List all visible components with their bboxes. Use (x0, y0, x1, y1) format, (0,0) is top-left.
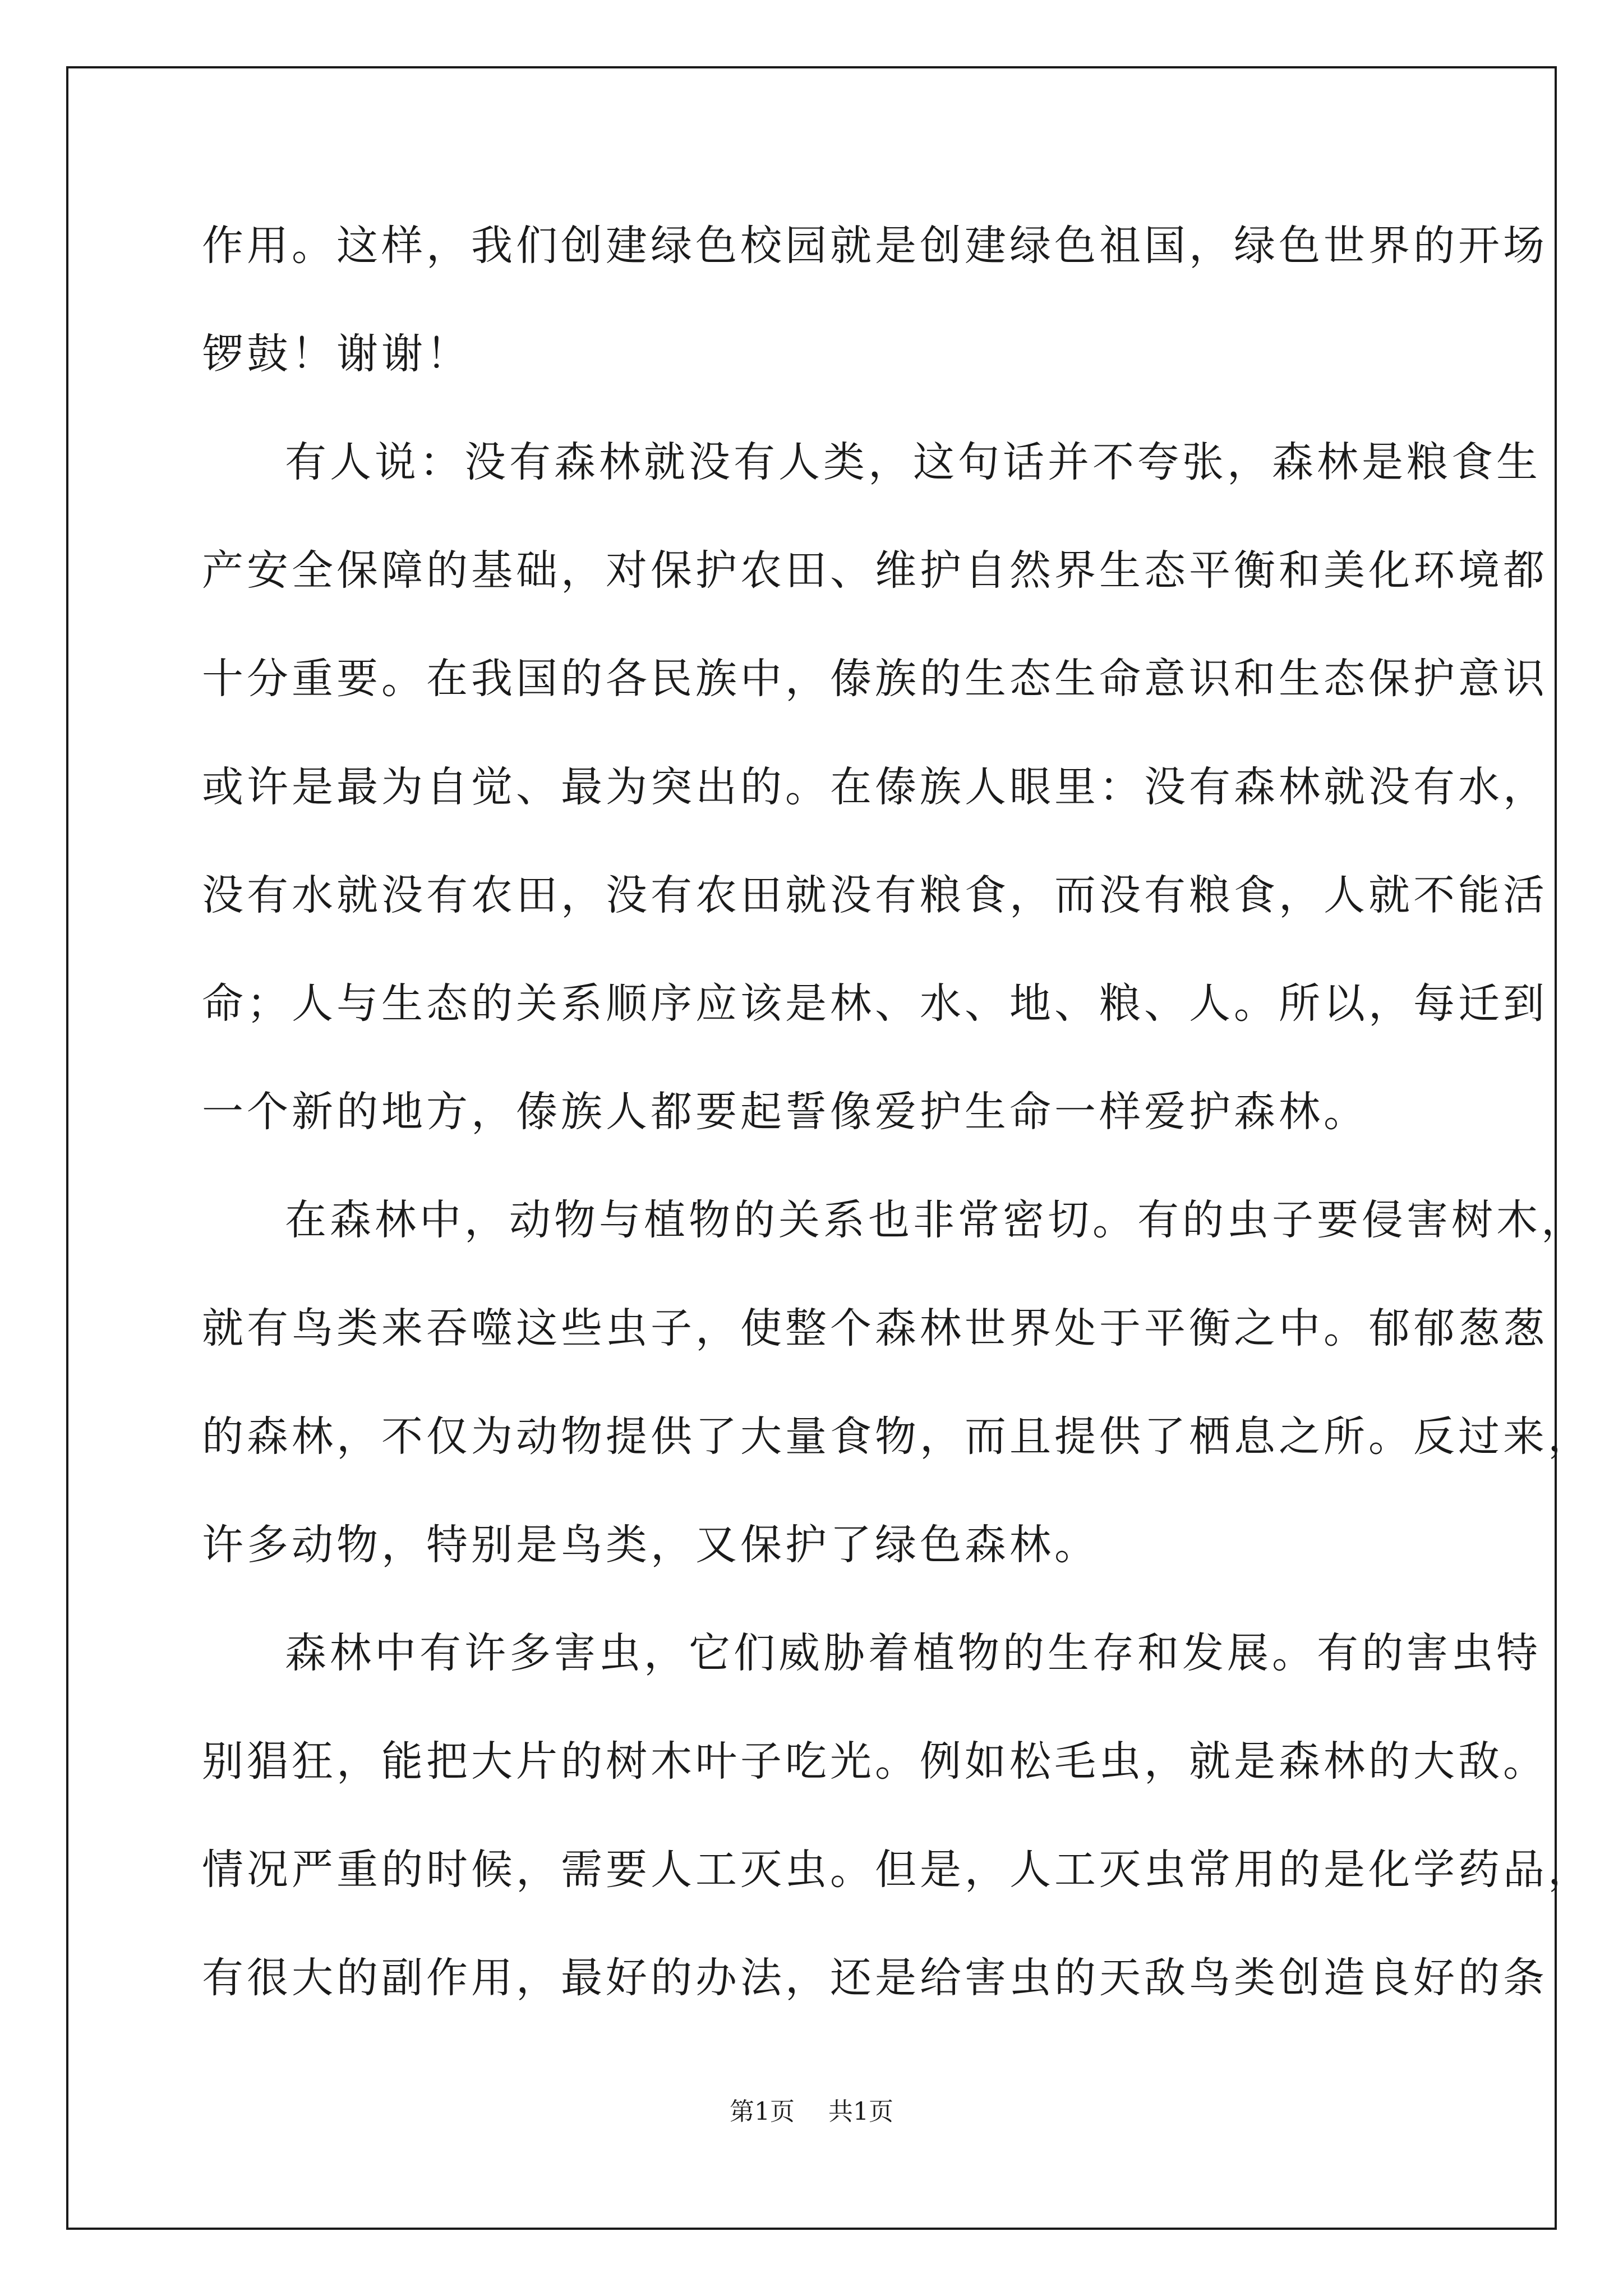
text-line: 没有水就没有农田，没有农田就没有粮食，而没有粮食，人就不能活 (202, 871, 1548, 919)
text-line: 在森林中，动物与植物的关系也非常密切。有的虫子要侵害树木， (285, 1196, 1586, 1244)
text-line: 森林中有许多害虫，它们威胁着植物的生存和发展。有的害虫特 (285, 1629, 1541, 1677)
text-line: 有人说：没有森林就没有人类，这句话并不夸张，森林是粮食生 (285, 438, 1541, 486)
paragraph (202, 427, 1548, 1185)
paragraph (202, 1185, 1593, 1618)
page-footer (0, 2091, 1623, 2127)
text-line: 或许是最为自觉、最为突出的。在傣族人眼里：没有森林就没有水， (202, 763, 1548, 811)
text-line: 产安全保障的基础，对保护农田、维护自然界生态平衡和美化环境都 (202, 546, 1548, 595)
text-line: 锣鼓！谢谢！ (202, 330, 471, 378)
document-body (202, 210, 1593, 2051)
text-line: 情况严重的时候，需要人工灭虫。但是，人工灭虫常用的是化学药品， (202, 1846, 1593, 1894)
page-total: 共1页 (828, 2097, 893, 2126)
text-line: 命；人与生态的关系顺序应该是林、水、地、粮、人。所以，每迁到 (202, 979, 1548, 1028)
text-line: 就有鸟类来吞噬这些虫子，使整个森林世界处于平衡之中。郁郁葱葱 (202, 1304, 1548, 1352)
text-line: 别猖狂，能把大片的树木叶子吃光。例如松毛虫，就是森林的大敌。 (202, 1737, 1548, 1786)
text-line: 十分重要。在我国的各民族中，傣族的生态生命意识和生态保护意识 (202, 655, 1548, 703)
text-line: 作用。这样，我们创建绿色校园就是创建绿色祖国，绿色世界的开场 (202, 222, 1548, 270)
text-line: 有很大的副作用，最好的办法，还是给害虫的天敌鸟类创造良好的条 (202, 1954, 1548, 2002)
paragraph (202, 210, 1548, 427)
text-line: 一个新的地方，傣族人都要起誓像爱护生命一样爱护森林。 (202, 1088, 1368, 1136)
text-line: 许多动物，特别是鸟类，又保护了绿色森林。 (202, 1521, 1099, 1569)
page-number: 第1页 (730, 2097, 795, 2126)
text-line: 的森林，不仅为动物提供了大量食物，而且提供了栖息之所。反过来， (202, 1412, 1593, 1461)
paragraph (202, 1618, 1593, 2051)
